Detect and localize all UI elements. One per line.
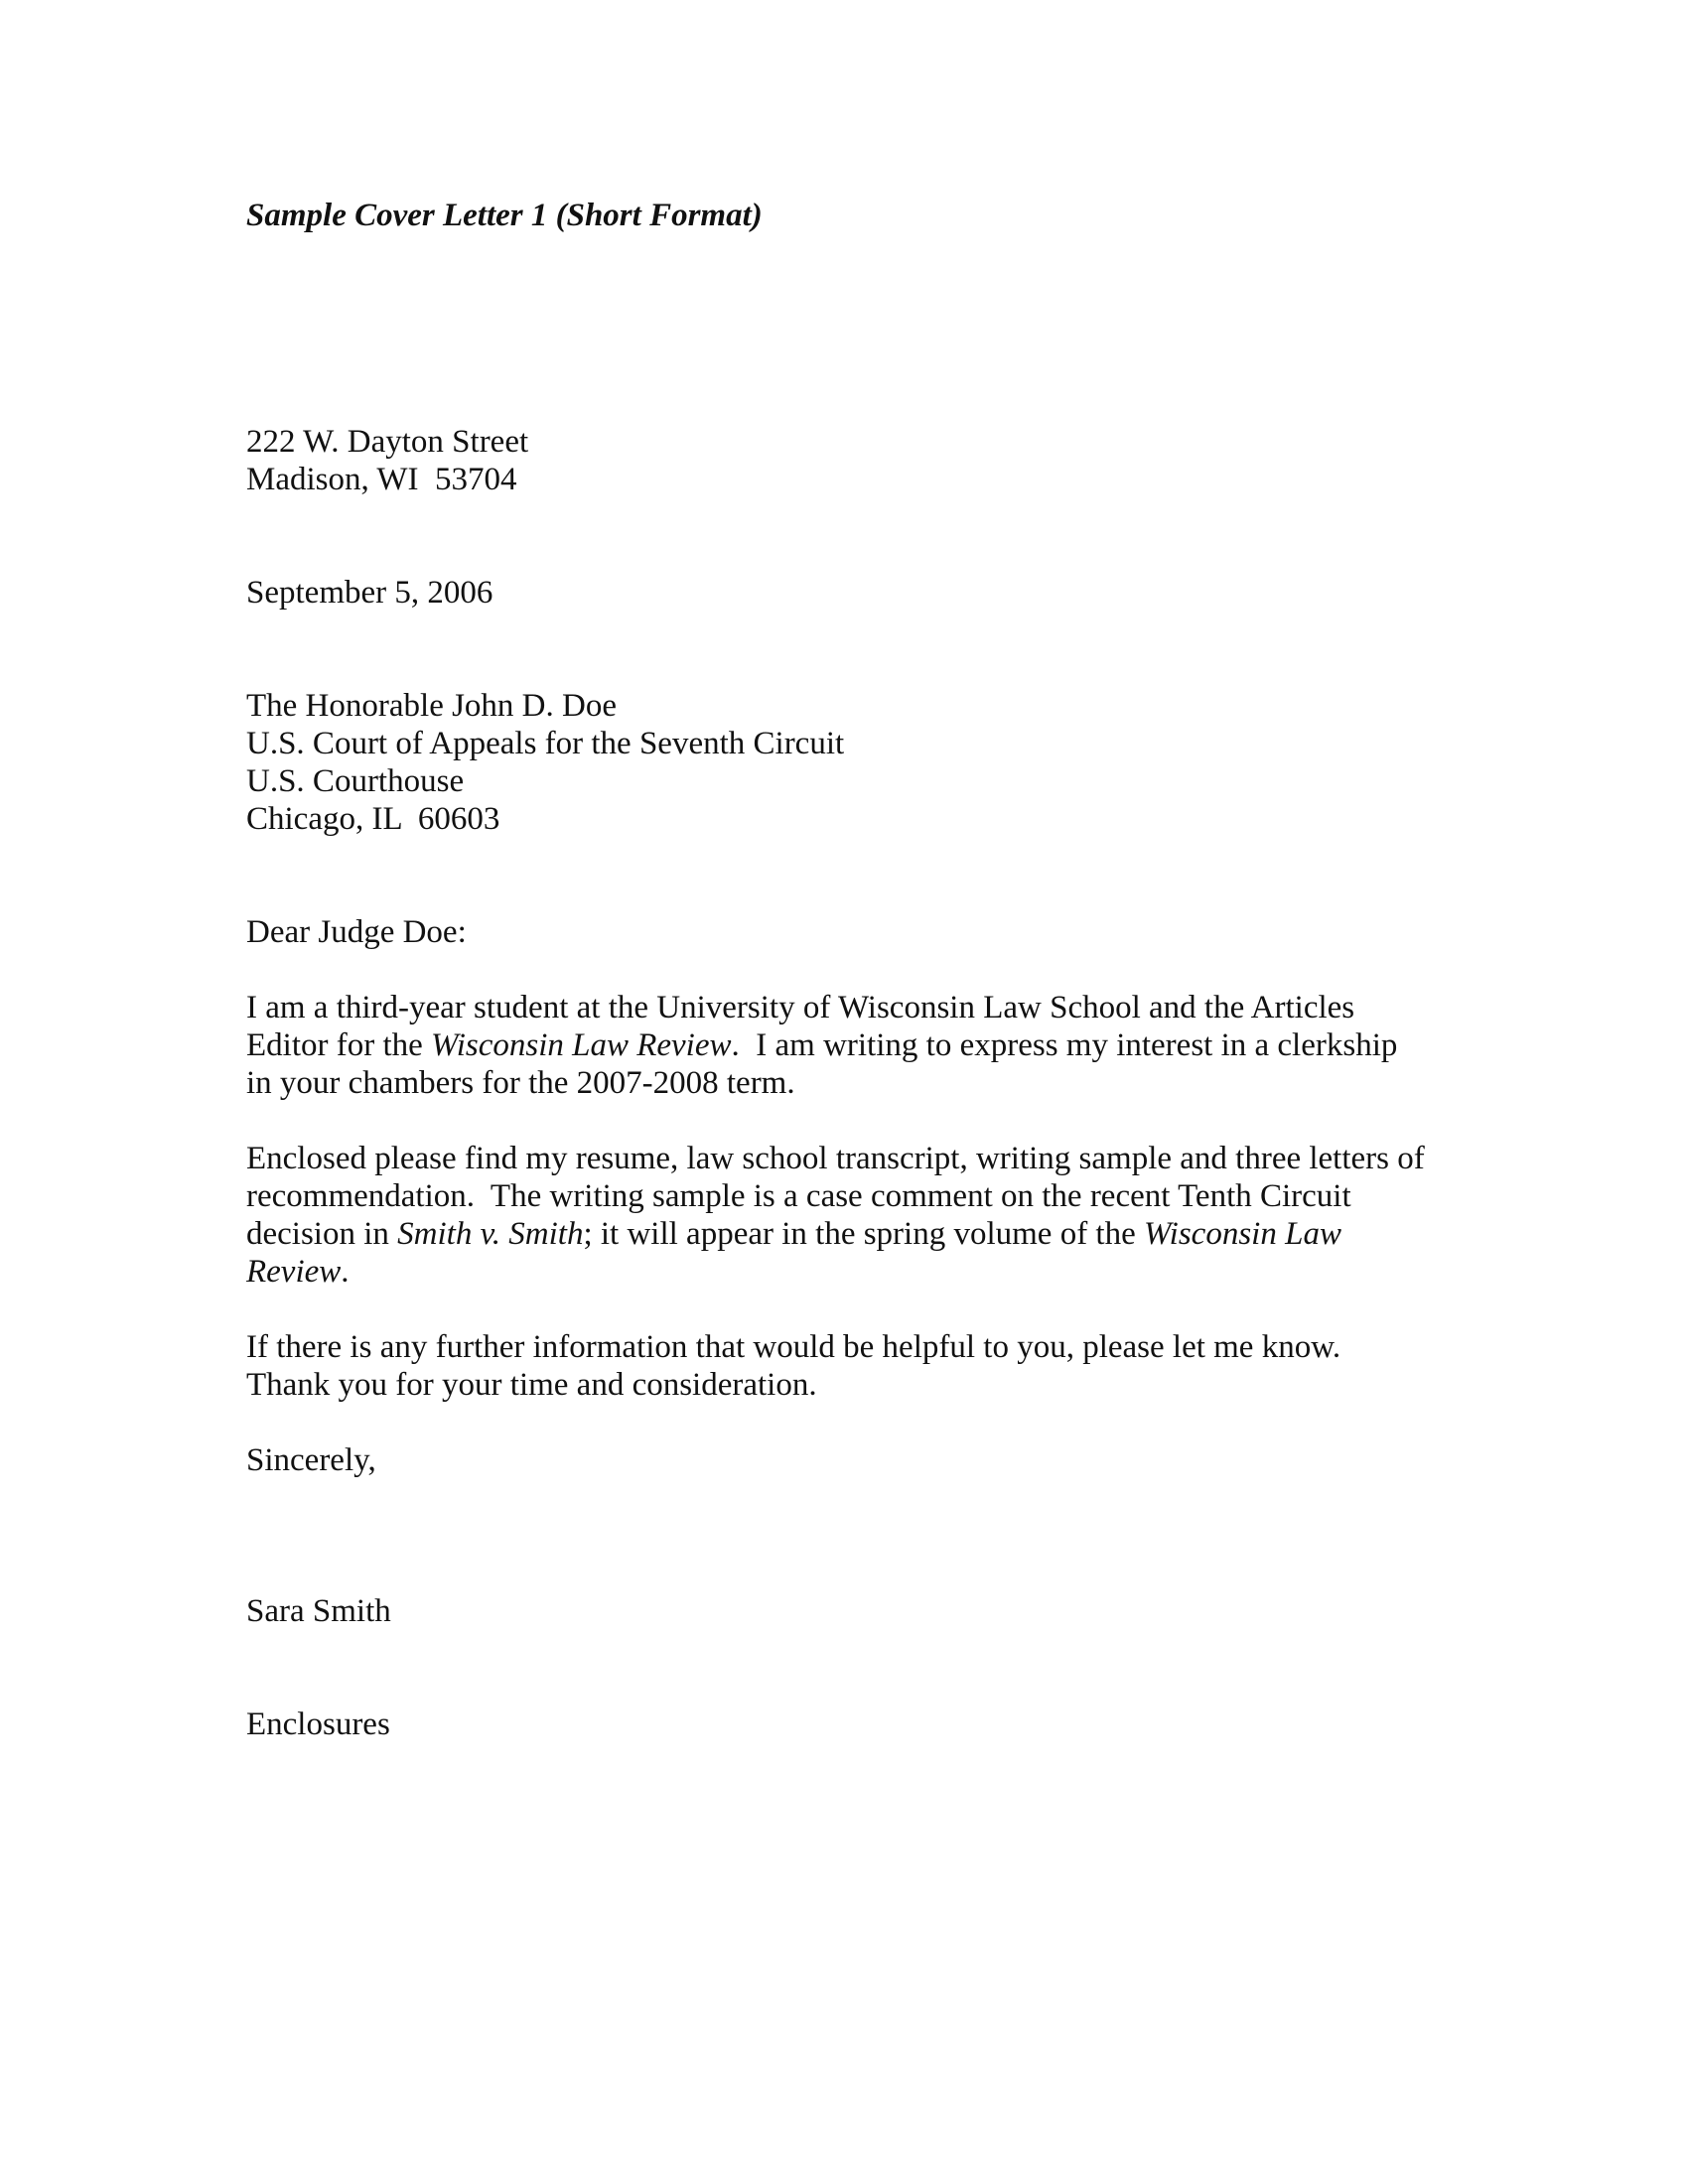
recipient-line-4: Chicago, IL 60603 <box>246 801 500 837</box>
paragraph-1-line-2-pre: Editor for the <box>246 1027 432 1063</box>
paragraph-1-line-3: in your chambers for the 2007-2008 term. <box>246 1065 795 1101</box>
paragraph-3-line-2: Thank you for your time and consideration. <box>246 1367 817 1403</box>
sender-address-line-1: 222 W. Dayton Street <box>246 424 529 460</box>
closing: Sincerely, <box>246 1442 376 1478</box>
paragraph-2-line-3-pre: decision in <box>246 1216 398 1252</box>
letter-heading: Sample Cover Letter 1 (Short Format) <box>246 198 763 233</box>
journal-title-part-1: Wisconsin Law <box>1144 1216 1341 1252</box>
paragraph-2-line-4 <box>246 1253 1477 1291</box>
paragraph-2-line-3 <box>246 1215 1477 1253</box>
sender-address-line-2: Madison, WI 53704 <box>246 462 517 497</box>
paragraph-3-line-1: If there is any further information that would be helpful to you, please let me know. <box>246 1329 1341 1365</box>
case-name: Smith v. Smith <box>397 1216 584 1252</box>
sender-address <box>246 423 1477 498</box>
body-paragraph-3 <box>246 1328 1477 1404</box>
paragraph-1-line-1: I am a third-year student at the University of Wisconsin Law School and the Articles <box>246 990 1355 1025</box>
signature-block <box>246 1592 1477 1630</box>
salutation: Dear Judge Doe: <box>246 914 467 950</box>
recipient-line-3: U.S. Courthouse <box>246 763 465 799</box>
salutation-block <box>246 913 1477 951</box>
paragraph-1-line-2-post: . I am writing to express my interest in a clerkship <box>731 1027 1398 1063</box>
body-paragraph-1 <box>246 989 1477 1102</box>
signature-name: Sara Smith <box>246 1593 391 1629</box>
paragraph-2-line-3-mid: ; it will appear in the spring volume of the <box>583 1216 1144 1252</box>
journal-title: Wisconsin Law Review <box>431 1027 732 1063</box>
enclosure-notation: Enclosures <box>246 1706 390 1742</box>
recipient-line-2: U.S. Court of Appeals for the Seventh Circuit <box>246 726 845 761</box>
paragraph-2-line-1: Enclosed please find my resume, law school transcript, writing sample and three letters of <box>246 1141 1425 1176</box>
body-paragraph-2 <box>246 1140 1477 1291</box>
letter-date: September 5, 2006 <box>246 575 493 611</box>
paragraph-2-line-4-post: . <box>341 1254 350 1290</box>
enclosure-block <box>246 1706 1477 1743</box>
paragraph-1-line-2 <box>246 1026 1477 1064</box>
letter-date-block <box>246 574 1477 612</box>
closing-block <box>246 1441 1477 1479</box>
recipient-address <box>246 687 1477 838</box>
journal-title-part-2: Review <box>246 1254 342 1290</box>
letter-heading-block <box>246 197 1477 234</box>
paragraph-2-line-2: recommendation. The writing sample is a case comment on the recent Tenth Circuit <box>246 1178 1351 1214</box>
recipient-line-1: The Honorable John D. Doe <box>246 688 617 724</box>
